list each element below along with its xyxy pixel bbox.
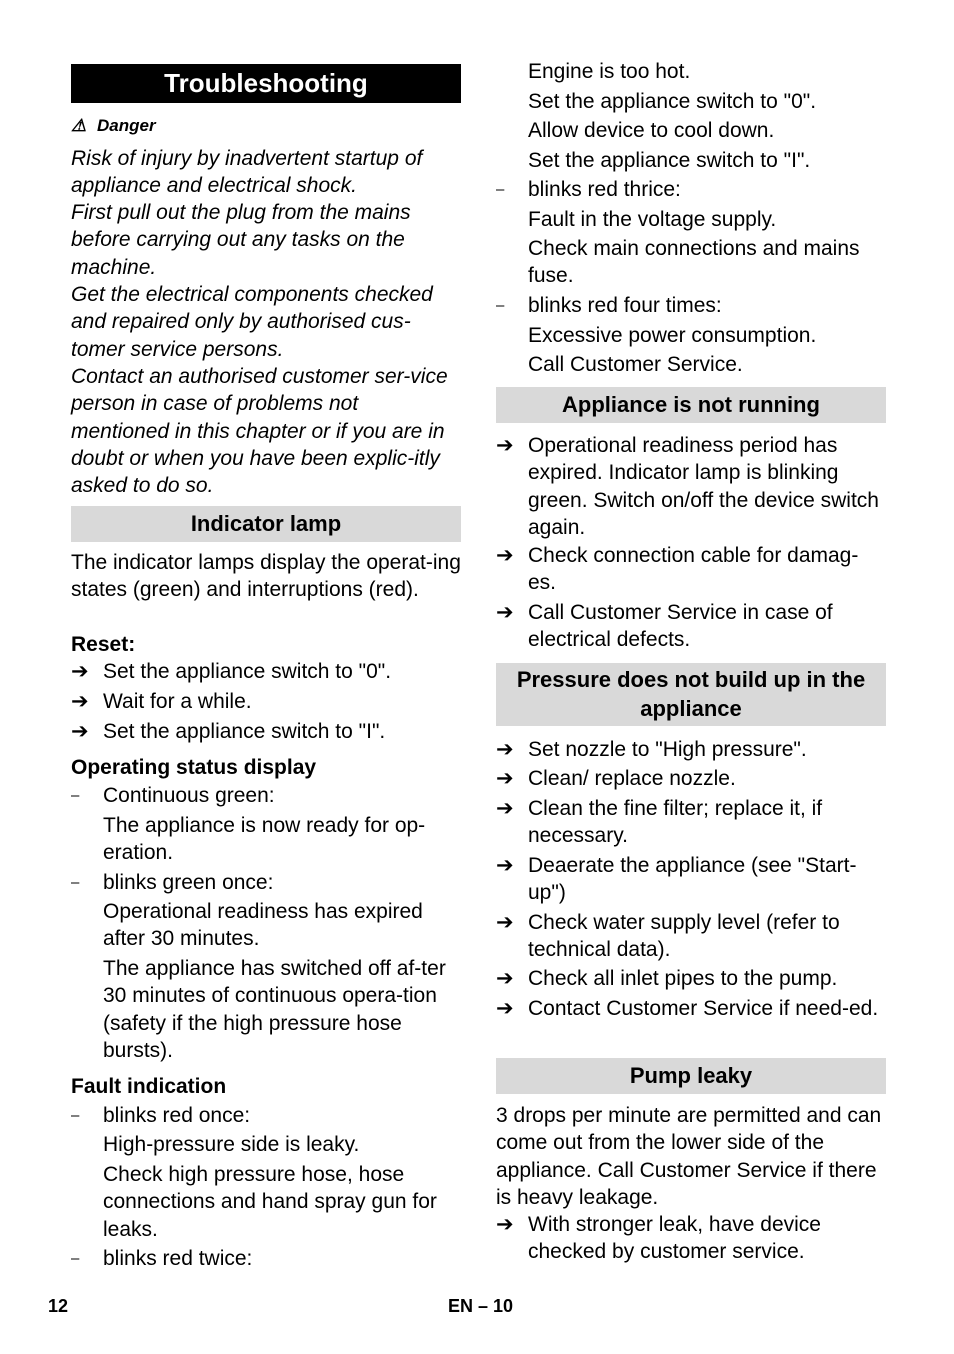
arrow-icon: ➔ [496, 854, 514, 877]
dash-icon: – [496, 181, 505, 198]
dash-icon: – [71, 787, 80, 804]
danger-text-1: Risk of injury by inadvertent startup of appliance and electrical shock. [71, 147, 423, 198]
arrow-icon: ➔ [496, 767, 514, 790]
warning-triangle-icon: ⚠ [71, 116, 87, 135]
arrow-icon: ➔ [496, 434, 514, 457]
page-number: 12 [48, 1296, 69, 1316]
arrow-icon: ➔ [496, 997, 514, 1020]
section-page-number: EN – 10 [448, 1296, 514, 1316]
arrow-icon: ➔ [71, 660, 89, 683]
danger-text-3: Get the electrical components checked and repaired only by authorised cus-tomer service persons. [71, 283, 433, 361]
pump-leaky-text: 3 drops per minute are permitted and can come out from the lower side of the appliance. Call Customer Service if there is heavy leakage. [496, 1104, 882, 1209]
dash-icon: – [496, 297, 505, 314]
arrow-icon: ➔ [496, 738, 514, 761]
danger-text-2: First pull out the plug from the mains before carrying out any tasks on the machine. [71, 201, 411, 279]
arrow-icon: ➔ [496, 544, 514, 567]
arrow-icon: ➔ [71, 720, 89, 743]
pump-leaky-heading: Pump leaky [496, 1058, 886, 1094]
danger-label: Danger [97, 116, 156, 135]
danger-text-4: Contact an authorised customer ser-vice person in case of problems not mentioned in this chapter or if you are in doubt or when you have been explic-itly asked to do so. [71, 365, 448, 498]
page-title: Troubleshooting [71, 64, 461, 103]
fault-indication-heading: Fault indication [71, 1075, 227, 1098]
reset-label: Reset: [71, 633, 136, 656]
arrow-icon: ➔ [496, 1213, 514, 1236]
indicator-intro: The indicator lamps display the operat-ing states (green) and interruptions (red). [71, 551, 461, 602]
arrow-icon: ➔ [496, 797, 514, 820]
dash-icon: – [71, 1250, 80, 1267]
danger-label-row [71, 114, 461, 138]
not-running-heading: Appliance is not running [496, 387, 886, 423]
dash-icon: – [71, 874, 80, 891]
indicator-lamp-heading: Indicator lamp [71, 506, 461, 542]
dash-icon: – [71, 1107, 80, 1124]
arrow-icon: ➔ [496, 911, 514, 934]
arrow-icon: ➔ [71, 690, 89, 713]
arrow-icon: ➔ [496, 967, 514, 990]
pressure-heading: Pressure does not build up in the appliance [496, 663, 886, 726]
operating-status-heading: Operating status display [71, 756, 317, 779]
arrow-icon: ➔ [496, 601, 514, 624]
